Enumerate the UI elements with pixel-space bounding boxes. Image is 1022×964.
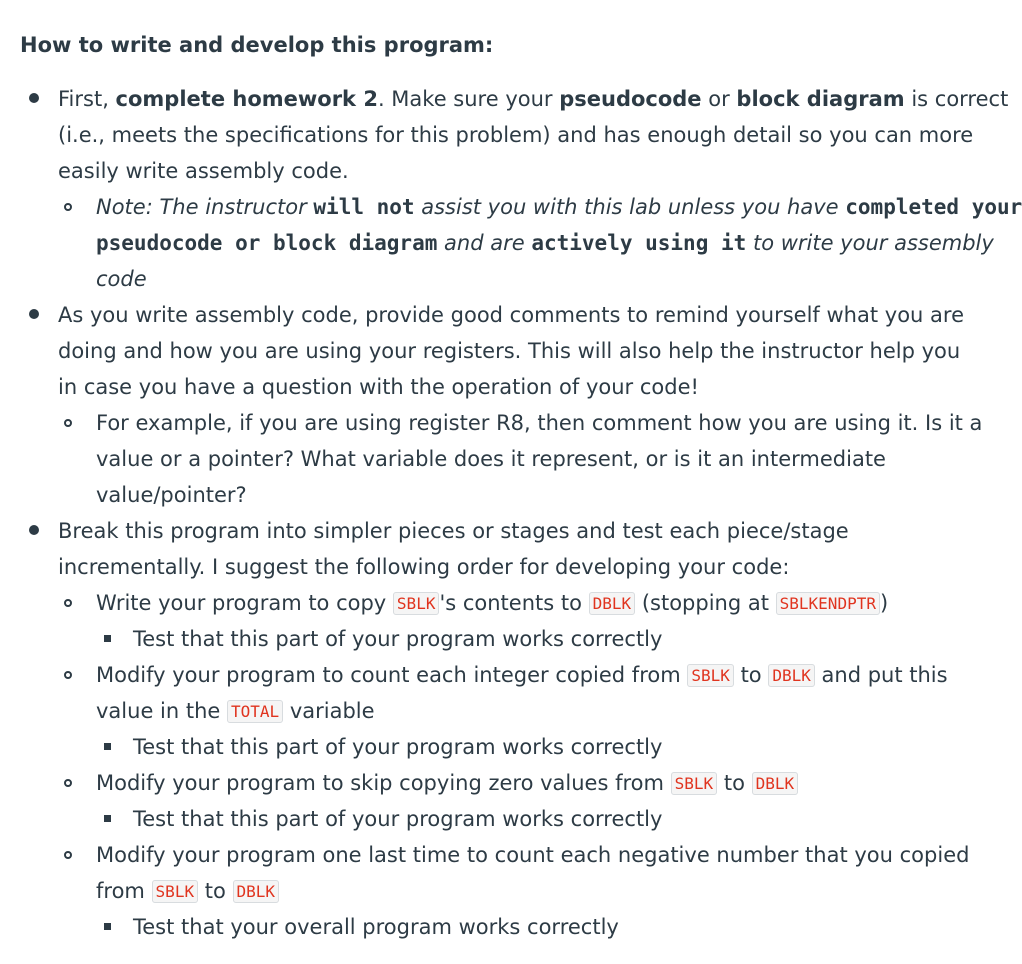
step-4-line-2 <box>96 877 279 907</box>
text-segment: is correct <box>904 87 1009 111</box>
text-segment: variable <box>283 699 375 723</box>
text-segment: First, <box>58 87 116 111</box>
text-segment: 's contents to <box>439 591 589 615</box>
bullet-circle-icon <box>64 671 72 679</box>
bullet-square-icon <box>104 815 111 822</box>
emphasis-pseudo-block: pseudocode or block diagram <box>96 231 438 255</box>
bullet-3-line-2: incrementally. I suggest the following order for developing your code: <box>58 555 790 579</box>
step-1-line <box>96 589 888 619</box>
bullet-2-sub-line-3: value/pointer? <box>96 483 247 507</box>
code-dblk: DBLK <box>233 880 280 903</box>
bullet-1-line-3: easily write assembly code. <box>58 159 349 183</box>
emphasis-block-diagram: block diagram <box>736 87 905 111</box>
step-2-line-2 <box>96 697 375 727</box>
bullet-2-sub-line-2: value or a pointer? What variable does it represent, or is it an intermediate <box>96 447 886 471</box>
code-sblk: SBLK <box>393 592 440 615</box>
step-1-test: Test that this part of your program works correctly <box>133 627 663 651</box>
bullet-disc-icon <box>29 93 39 103</box>
bullet-square-icon <box>104 923 111 930</box>
code-sblk: SBLK <box>671 772 718 795</box>
text-segment: value in the <box>96 699 227 723</box>
step-2-test: Test that this part of your program works correctly <box>133 735 663 759</box>
bullet-circle-icon <box>64 203 72 211</box>
bullet-1-line-1 <box>58 85 1008 113</box>
bullet-2-sub-line-1: For example, if you are using register R8, then comment how you are using it. Is it a <box>96 411 983 435</box>
code-dblk: DBLK <box>752 772 799 795</box>
bullet-1-line-2: (i.e., meets the specifications for this problem) and has enough detail so you can more <box>58 123 974 147</box>
text-segment: to <box>717 771 752 795</box>
bullet-circle-icon <box>64 851 72 859</box>
text-segment: (stopping at <box>635 591 776 615</box>
note-line-2 <box>96 229 994 257</box>
text-segment: Modify your program to skip copying zero values from <box>96 771 671 795</box>
text-segment: to write your assembly <box>746 231 994 255</box>
text-segment: Note: The instructor <box>96 195 314 219</box>
step-4-line-1: Modify your program one last time to count each negative number that you copied <box>96 843 970 867</box>
note-line-3: code <box>96 267 147 291</box>
bullet-square-icon <box>104 743 111 750</box>
step-4-test: Test that your overall program works correctly <box>133 915 619 939</box>
text-segment: Modify your program to count each integer copied from <box>96 663 688 687</box>
bullet-disc-icon <box>29 309 39 319</box>
code-sblkendptr: SBLKENDPTR <box>776 592 880 615</box>
page-title: How to write and develop this program: <box>20 33 494 57</box>
text-segment: assist you with this lab unless you have <box>414 195 846 219</box>
text-segment: ) <box>879 591 889 615</box>
step-3-line <box>96 769 798 799</box>
emphasis-actively: actively using it <box>531 231 747 255</box>
text-segment: and put this <box>814 663 948 687</box>
bullet-square-icon <box>104 635 111 642</box>
bullet-2-line-2: doing and how you are using your registers. This will also help the instructor help you <box>58 339 961 363</box>
bullet-3-line-1: Break this program into simpler pieces or stages and test each piece/stage <box>58 519 849 543</box>
bullet-circle-icon <box>64 419 72 427</box>
step-2-line-1 <box>96 661 948 691</box>
emphasis-will-not: will not <box>313 195 415 219</box>
bullet-disc-icon <box>29 525 39 535</box>
bullet-circle-icon <box>64 599 72 607</box>
code-dblk: DBLK <box>768 664 815 687</box>
bullet-2-line-3: in case you have a question with the operation of your code! <box>58 375 699 399</box>
text-segment: from <box>96 879 152 903</box>
code-sblk: SBLK <box>687 664 734 687</box>
text-segment: or <box>701 87 737 111</box>
code-sblk: SBLK <box>152 880 199 903</box>
code-total: TOTAL <box>227 700 283 723</box>
text-segment: and are <box>437 231 532 255</box>
code-dblk: DBLK <box>589 592 636 615</box>
step-3-test: Test that this part of your program works correctly <box>133 807 663 831</box>
emphasis-completed: completed your <box>845 195 1022 219</box>
text-segment: Write your program to copy <box>96 591 393 615</box>
note-line-1 <box>96 193 1022 221</box>
bullet-2-line-1: As you write assembly code, provide good comments to remind yourself what you are <box>58 303 964 327</box>
emphasis-pseudocode: pseudocode <box>559 87 702 111</box>
homework-link-text: complete homework 2 <box>115 87 378 111</box>
text-segment: . Make sure your <box>377 87 560 111</box>
text-segment: to <box>198 879 233 903</box>
bullet-circle-icon <box>64 779 72 787</box>
text-segment: to <box>733 663 769 687</box>
